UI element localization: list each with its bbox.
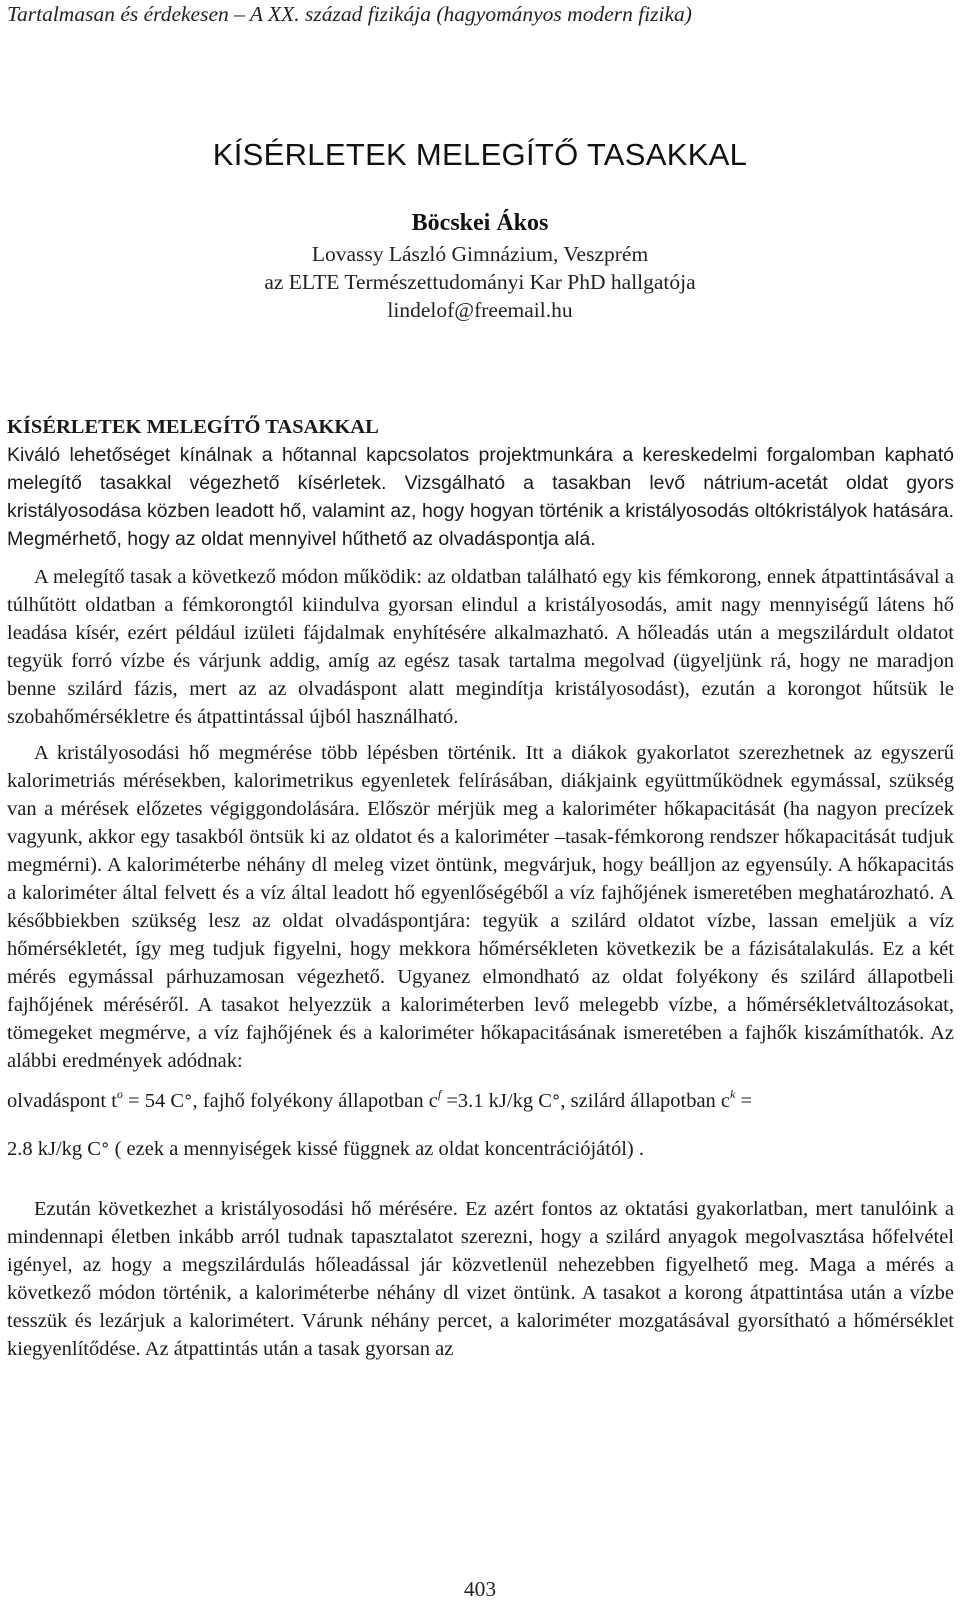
solid-heat-value: 2.8 kJ/kg C <box>7 1138 101 1160</box>
solid-heat-sup: k <box>730 1087 736 1101</box>
running-head: Tartalmasan és érdekesen – A XX. század fizikája (hagyományos modern fizika) <box>7 2 692 26</box>
solid-heat-start: = <box>735 1090 753 1112</box>
concentration-note: ( ezek a mennyiségek kissé függnek az oldat koncentrációjától) . <box>109 1138 644 1160</box>
author-affiliation-university: az ELTE Természettudományi Kar PhD hallgatója <box>264 270 696 294</box>
results-line <box>7 1087 954 1116</box>
liquid-heat-sup: f <box>437 1087 442 1101</box>
results-line-2 <box>7 1135 954 1164</box>
liquid-heat-value: =3.1 kJ/kg C <box>441 1090 552 1112</box>
author-affiliation-school: Lovassy László Gimnázium, Veszprém <box>311 242 649 266</box>
paragraph-crystallization-heat: Ezután következhet a kristályosodási hő mérésére. Ez azért fontos az oktatási gyakorlatban, mert tanulóink a mindennapi életben inkább arról tudnak tapasztalatot szerezni, hogy a szilárd anyagok megolvasztása hőfelvétel igényel, az hogy a megszilárdulás hőleadással jár közvetlenül nehezebben figyelhető meg. Maga a mérés a következő módon történik, a kaloriméterbe néhány dl vizet öntünk. A tasakot a korong átpattintása után a vízbe tesszük és lezárjuk a kalorimétert. Várunk néhány percet, a kaloriméter mozgatásával gyorsítható a hőmérséklet kiegyenlítődése. Az átpattintás után a tasak gyorsan az <box>7 1198 954 1360</box>
melting-point-sup: o <box>116 1087 123 1101</box>
solid-heat-label: , szilárd állapotban c <box>560 1090 731 1112</box>
paragraph-how-it-works: A melegítő tasak a következő módon működik: az oldatban található egy kis fémkorong, ennek átpattintásával a túlhűtött oldatban a fémkorongtól kiindulva gyorsan elindul a kristályosodás, amit nagy mennyiségű látens hő leadása kísér, ezért például izületi fájdalmak enyhítésére alkalmazható. A hőleadás után a megszilárdult oldatot tegyük forró vízbe és várjunk addig, amíg az egész tasak tartalma megolvad (ügyeljünk rá, hogy ne maradjon benne szilárd fázis, mert az az olvadáspont alatt megindítja kristályosodást), ezután a korongot hűtsük le szobahőmérsékletre és átpattintással újból használható. <box>7 566 954 728</box>
author-email[interactable]: lindelof@freemail.hu <box>387 298 573 322</box>
abstract-text: Kiváló lehetőséget kínálnak a hőtannal kapcsolatos projektmunkára a kereskedelmi forgalomban kapható melegítő tasakkal végezhető kísérletek. Vizsgálható a tasakban levő nátrium-acetát oldat gyors kristályosodása közben leadott hő, valamint az, hogy hogyan történik a kristályosodás oltókristályok hatására. Megmérhető, hogy az oldat mennyivel hűthető az olvadáspontja alá. <box>7 444 954 550</box>
melting-point-label: olvadáspont t <box>7 1090 117 1112</box>
degree-symbol: ° <box>184 1092 193 1112</box>
author-name: Böcskei Ákos <box>411 210 549 236</box>
liquid-heat-label: , fajhő folyékony állapotban c <box>192 1090 438 1112</box>
degree-symbol: ° <box>551 1092 561 1112</box>
paragraph-measurement: A kristályosodási hő megmérése több lépésben történik. Itt a diákok gyakorlatot szerezhetnek az egyszerű kalorimetriás mérésekben, kalorimetrikus egyenletek felírásában, diákjaink együttműködnek egymással, szükség van a mérések előzetes végiggondolására. Először mérjük meg a kaloriméter hőkapacitását (ha nagyon precízek vagyunk, akkor egy tasakból öntsük ki az oldatot és a kaloriméter –tasak-fémkorong rendszer hőkapacitását tudjuk megmérni). A kaloriméterbe néhány dl meleg vizet öntünk, megvárjuk, hogy beálljon az egyensúly. A hőkapacitás a kaloriméter által felvett és a víz által leadott hő egyenlőségéből a víz fajhőjének ismeretében meghatározható. A későbbiekben szükség lesz az oldat olvadáspontjára: tegyük a szilárd oldatot vízbe, lassan emeljük a víz hőmérsékletét, így meg tudjuk figyelni, hogy mekkora hőmérsékleten következik be a fázisátalakulás. Ez a két mérés egymással párhuzamosan végezhető. Ugyanez elmondható az oldat folyékony és szilárd állapotbeli fajhőjének méréséről. A tasakot helyezzük a kaloriméterben levő melegebb vízbe, a hőmérsékletváltozásokat, tömegeket megmérve, a víz fajhőjének és a kaloriméter hőkapacitásának ismeretében a fajhők kiszámíthatók. Az alábbi eredmények adódnak: <box>7 742 954 1072</box>
page-number: 403 <box>463 1577 497 1601</box>
degree-symbol: ° <box>100 1140 110 1160</box>
article-body <box>7 413 954 1363</box>
abstract-heading: KÍSÉRLETEK MELEGÍTŐ TASAKKAL <box>7 416 379 438</box>
melting-point-value: = 54 C <box>122 1090 185 1112</box>
page-title: KÍSÉRLETEK MELEGÍTŐ TASAKKAL <box>212 137 748 172</box>
